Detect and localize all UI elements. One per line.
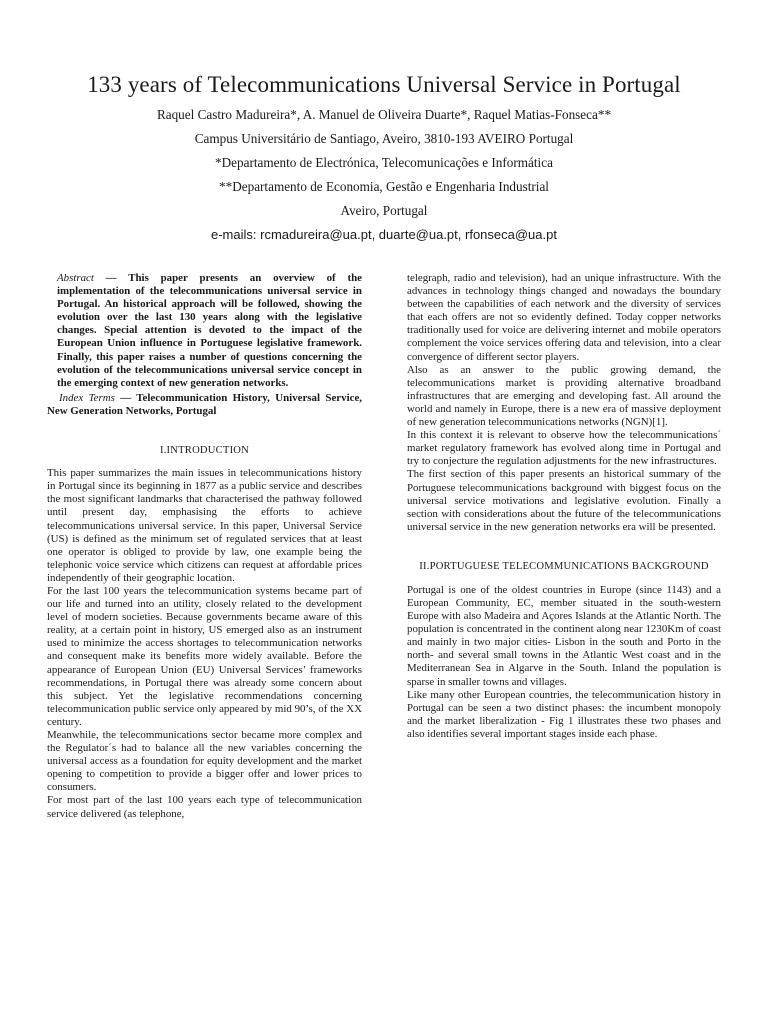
section-heading-introduction: I.INTRODUCTION — [159, 445, 249, 457]
affiliation-dept-2: **Departamento de Economia, Gestão e Engenharia Industrial — [219, 179, 549, 194]
background-paragraph-2: Like many other European countries, the telecommunication history in Portugal can be seen a two distinct phases: the incumbent monopoly and the market liberalization - Fig 1 illustrates these two phases and also identifies several important stages inside each phase. — [407, 688, 721, 740]
intro-paragraph-6: Also as an answer to the public growing demand, the telecommunications market is providing alternative broadband infrastructures that are emerging and developing fast. All around the world and namely in Europe, there is a new era of massive deployment of new generation telecommunications networks (NGN)[1]. — [407, 363, 721, 429]
intro-paragraph-2: For the last 100 years the telecommunication systems became part of our life and turned into an utility, closely related to the development level of modern societies. Because governments became aware of this reality, at a certain point in history, US emerged also as an instrument used to minimize the access shortages to telecommunication networks and consequent make its benefits more widely available. Before the appearance of European Union (EU) Universal Services’ frameworks recommendations, in Portugal there was already some concern about this subject. Yet the legislative recommendations concerning telecommunication public service only appeared by mid 90’s, of the XX century. — [47, 584, 362, 728]
intro-paragraph-3: Meanwhile, the telecommunications sector became more complex and the Regulator´s had to balance all the new variables concerning the universal access as a foundation for equity development and the market opening to competition to provide a bigger offer and lower prices to consumers. — [47, 729, 362, 794]
intro-paragraph-1: This paper summarizes the main issues in telecommunications history in Portugal since its beginning in 1877 as a public service and describes the most significant landmarks that characterised the pathway followed until present day, emphasising the efforts to achieve telecommunications universal service. In this paper, Universal Service (US) is defined as the minimum set of regulated services that at least one operator is obliged to provide by law, one example being the telephonic voice service which citizens can request at affordable prices independently of their geographic location. — [47, 467, 362, 584]
index-terms — [47, 392, 362, 418]
intro-paragraph-7: In this context it is relevant to observe how the telecommunications´ market regulatory framework has evolved along time in Portugal and try to conjecture the regulation adjustments for the new infrastructures. — [407, 429, 721, 468]
paper-header — [0, 68, 768, 247]
right-column — [407, 272, 721, 741]
abstract-text: This paper presents an overview of the implementation of the telecommunications universal service in Portugal. An historical approach will be followed, showing the evolution over the last 130 years along with the legislative changes. Special attention is devoted to the impact of the European Union influence in Portuguese legislative framework. Finally, this paper raises a number of questions concerning the evolution of the telecommunications universal service concept in the emerging context of new generation networks. — [57, 272, 363, 389]
intro-paragraph-4: For most part of the last 100 years each type of telecommunication service delivered (as telephone, — [47, 794, 362, 820]
index-terms-dash: — — [114, 391, 137, 404]
intro-paragraph-5: telegraph, radio and television), had an unique infrastructure. With the advances in technology things changed and nowadays the boundary between the capabilities of each network and the diversity of services that each offers are not so evidently defined. Today copper networks traditionally used for voice are delivering internet and mobile operators complement the voice services offering data and television, into a clear convergence of different sector players. — [407, 272, 721, 363]
author-list: Raquel Castro Madureira*, A. Manuel de Oliveira Duarte*, Raquel Matias-Fonseca** — [156, 107, 612, 122]
intro-paragraph-8: The first section of this paper presents an historical summary of the Portuguese telecommunications background with biggest focus on the universal service motivations and legislative evolution. Finally a section with considerations about the future of the telecommunications universal service in the new generation networks era will be presented. — [407, 468, 721, 533]
email-list: e-mails: rcmadureira@ua.pt, duarte@ua.pt, rfonseca@ua.pt — [211, 227, 557, 242]
index-terms-text: Telecommunication History, Universal Service, New Generation Networks, Portugal — [47, 391, 362, 417]
affiliation-dept-1: *Departamento de Electrónica, Telecomunicações e Informática — [215, 155, 553, 170]
abstract-label: Abstract — [57, 272, 94, 284]
abstract-dash: — — [93, 272, 129, 284]
paper-title: 133 years of Telecommunications Universal Service in Portugal — [87, 72, 681, 97]
affiliation-campus: Campus Universitário de Santiago, Aveiro, 3810-193 AVEIRO Portugal — [194, 131, 574, 146]
affiliation-city: Aveiro, Portugal — [340, 203, 428, 218]
left-column — [47, 272, 362, 821]
index-terms-label: Index Terms — [59, 391, 115, 404]
background-paragraph-1: Portugal is one of the oldest countries in Europe (since 1143) and a European Community, EC, member situated in the south-western Europe with also Madeira and Açores Islands at the Atlantic North. The population is concentrated in the continent along near 1230Km of coast and mainly in two major cities- Lisbon in the south and Porto in the north- and several small towns in the Atlantic West coast and in the Mediterranean Sea in Algarve in the South. Inland the population is sparse in smaller towns and villages. — [407, 583, 721, 688]
section-heading-background: II.PORTUGUESE TELECOMMUNICATIONS BACKGROUND — [419, 560, 709, 572]
abstract — [47, 272, 362, 390]
